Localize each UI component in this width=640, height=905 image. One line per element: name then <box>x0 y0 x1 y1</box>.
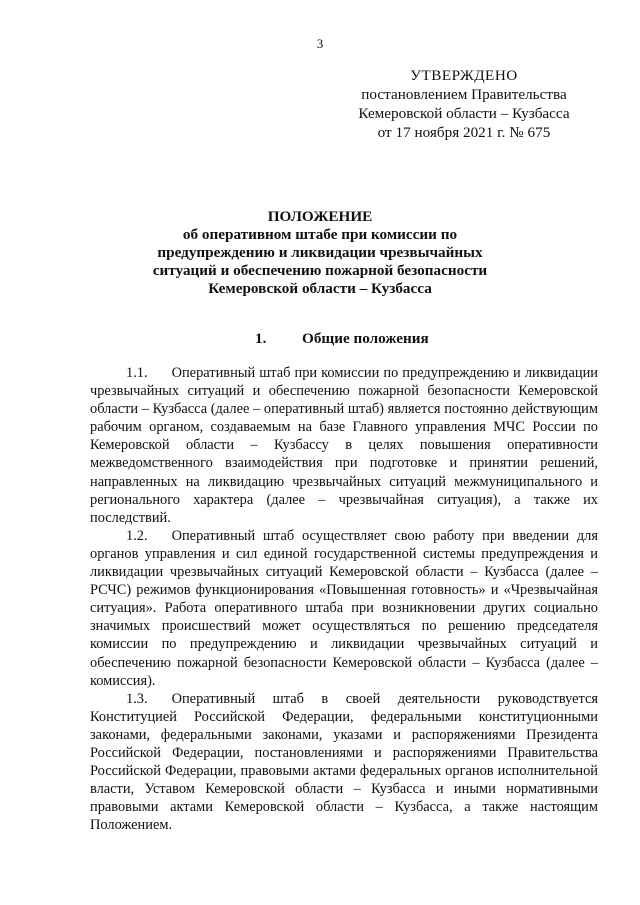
title-line: предупреждению и ликвидации чрезвычайных <box>157 244 483 261</box>
paragraph-text: Оперативный штаб осуществляет свою работу при введении для органов управления и сил единой государственной системы предупреждения и ликвидации чрезвычайных ситуаций Кемеровской области – Кузбасса (далее – РСЧС) режимов функционирования «Повышенная готовность» и «Чрезвычайная ситуация». Работа оперативного штаба при возникновении других социально значимых происшествий может осуществляться по решению председателя комиссии по предупреждению и ликвидации чрезвычайных ситуаций и обеспечению пожарной безопасности Кемеровской области – Кузбасса (далее – комиссия). <box>90 527 598 689</box>
body-text <box>90 364 598 834</box>
section-title: Общие положения <box>302 330 429 347</box>
paragraph <box>90 527 598 690</box>
approval-line: Кемеровской области – Кузбасса <box>358 105 570 122</box>
title-heading: ПОЛОЖЕНИЕ <box>267 208 373 225</box>
paragraph-text: Оперативный штаб в своей деятельности руководствуется Конституцией Российской Федерации, федеральными конституционными законами, федеральными законами, указами и распоряжениями Президента Российской Федерации, постановлениями и распоряжениями Правительства Российской Федерации, правовыми актами федеральных органов исполнительной власти, Уставом Кемеровской области – Кузбасса и иными нормативными правовыми актами Кемеровской области – Кузбасса, а также настоящим Положением. <box>90 690 598 834</box>
paragraph-number: 1.1. <box>126 365 148 381</box>
title-line: об оперативном штабе при комиссии по <box>182 226 458 243</box>
approval-date-line: от 17 ноября 2021 г. № 675 <box>377 124 551 141</box>
paragraph-number: 1.2. <box>126 527 148 544</box>
document-title <box>120 208 520 298</box>
paragraph <box>90 364 598 527</box>
paragraph <box>90 690 598 835</box>
title-line: Кемеровской области – Кузбасса <box>208 280 432 297</box>
approval-heading: УТВЕРЖДЕНО <box>410 67 518 84</box>
paragraph-number: 1.3. <box>126 690 148 707</box>
section-number: 1. <box>255 330 267 347</box>
title-line: ситуаций и обеспечению пожарной безопасности <box>152 262 488 279</box>
approval-line: постановлением Правительства <box>361 86 567 103</box>
approval-stamp <box>330 66 598 142</box>
page-number: 3 <box>316 36 324 51</box>
paragraph-text: Оперативный штаб при комиссии по предупреждению и ликвидации чрезвычайных ситуаций и обеспечению пожарной безопасности Кемеровской области – Кузбасса (далее – оперативный штаб) является постоянно действующим рабочим органом, создаваемым на базе Главного управления МЧС России по Кемеровской области – Кузбассу в целях повышения оперативности межведомственного взаимодействия при подготовке и принятии решений, направленных на ликвидацию чрезвычайных ситуаций межмуниципального и регионального характера (далее – чрезвычайная ситуация), а также их последствий. <box>90 365 598 526</box>
